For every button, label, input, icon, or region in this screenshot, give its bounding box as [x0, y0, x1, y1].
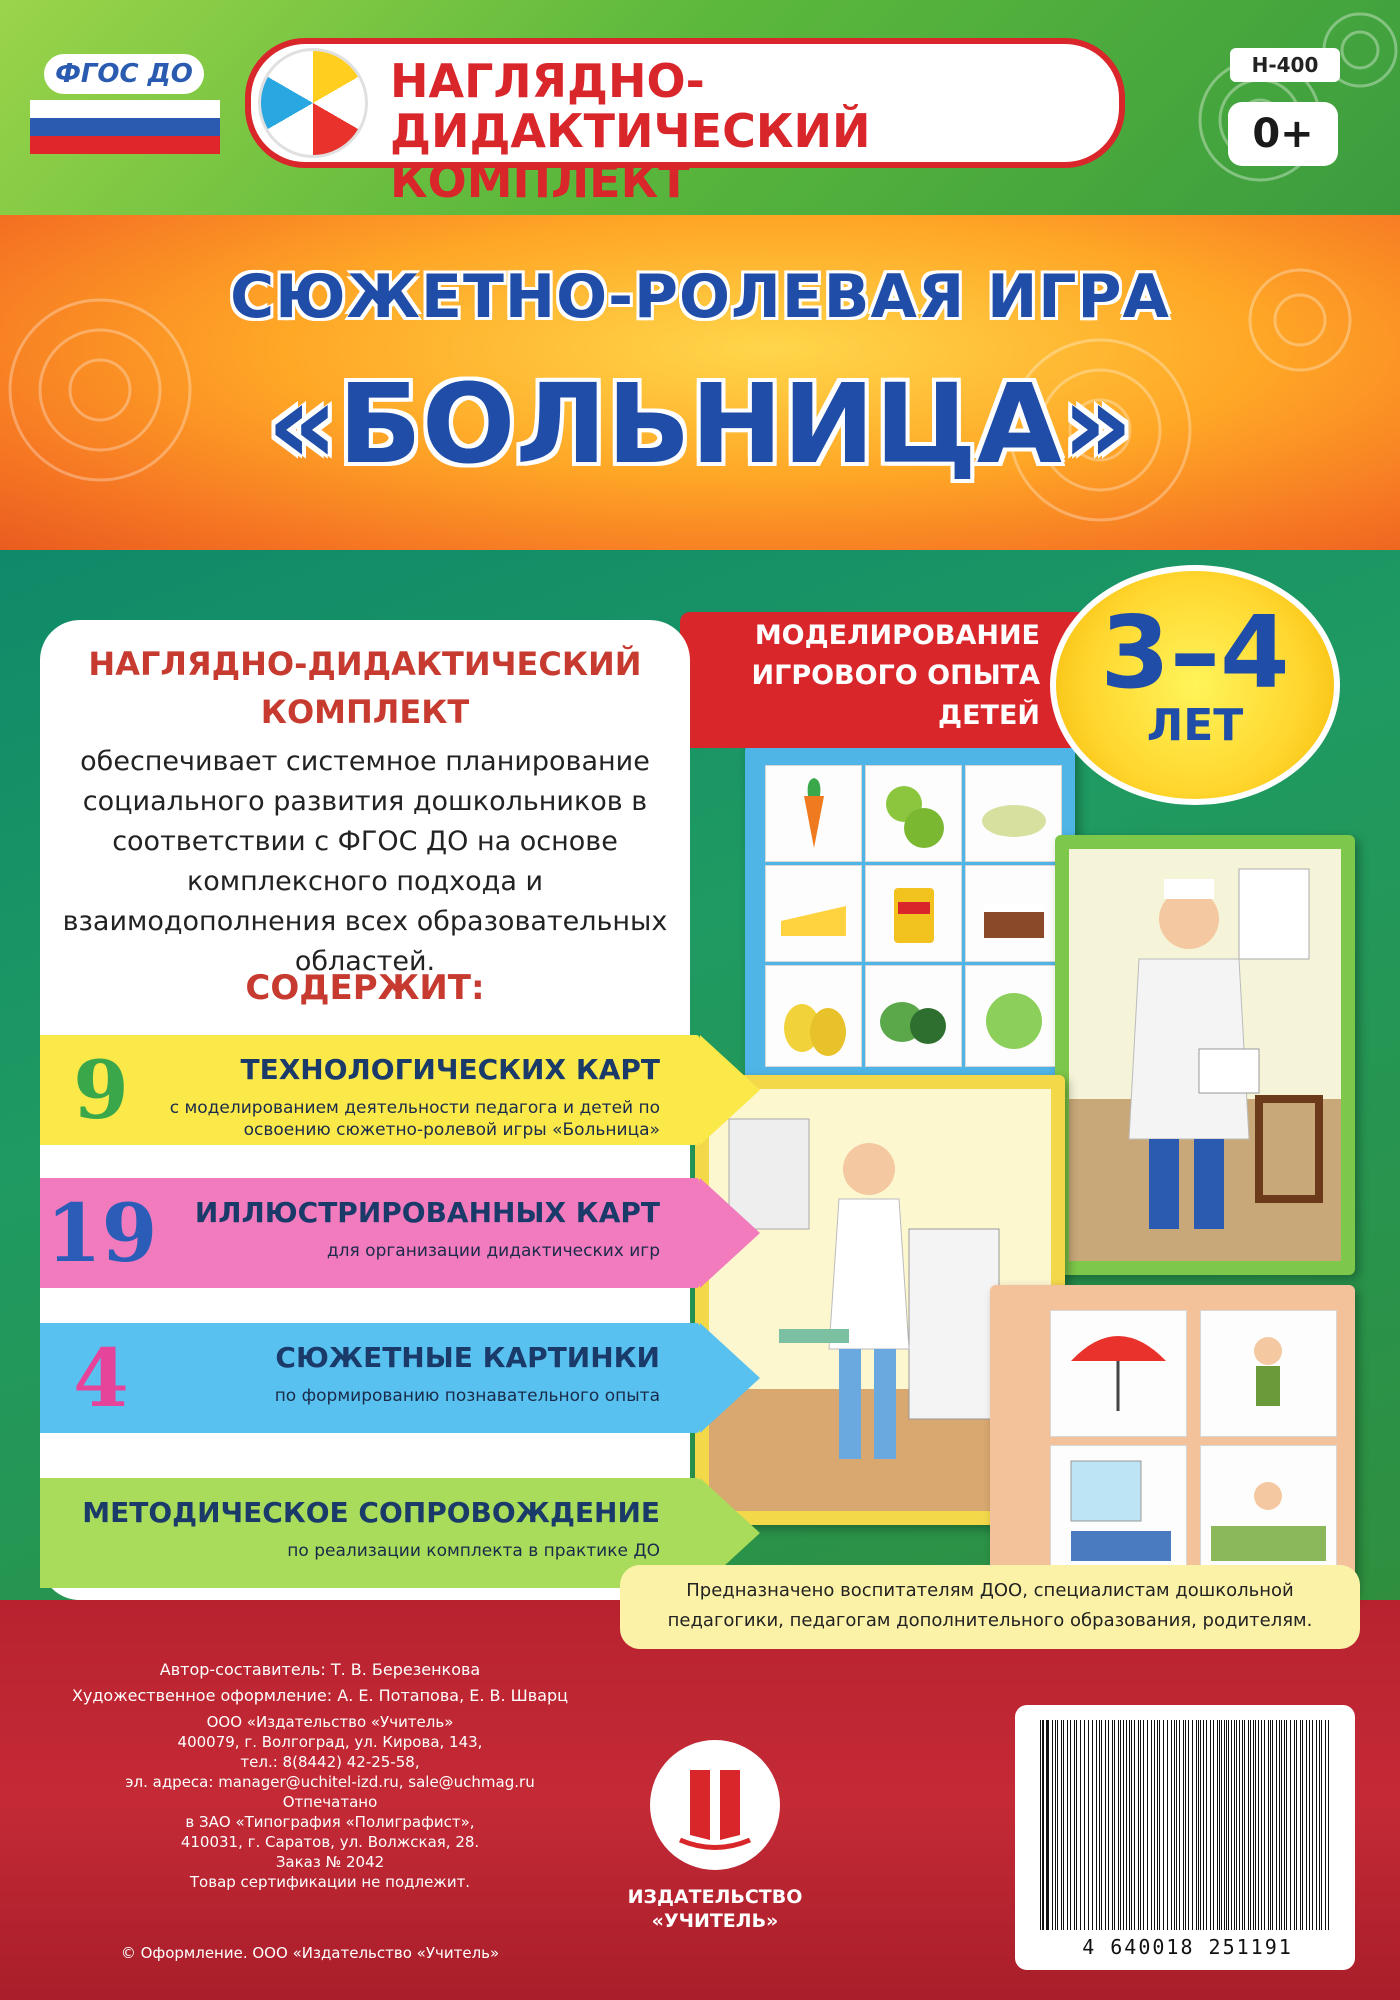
barcode-bar: [1306, 1720, 1307, 1930]
barcode-bar: [1270, 1720, 1271, 1930]
art-credit: Художественное оформление: А. Е. Потапова, Е. В. Шварц: [71, 1686, 569, 1705]
barcode-bar: [1258, 1720, 1259, 1930]
barcode-bar: [1302, 1720, 1303, 1930]
barcode-bar: [1242, 1720, 1243, 1930]
barcode-bar: [1296, 1720, 1297, 1930]
barcode-bar: [1129, 1720, 1130, 1930]
barcode-bar: [1276, 1720, 1277, 1930]
barcode-bar: [1217, 1720, 1218, 1930]
publisher-line: эл. адреса: manager@uchitel-izd.ru, sale@uchmag.ru: [125, 1773, 535, 1791]
barcode-bar: [1185, 1720, 1186, 1930]
publisher-name: ИЗДАТЕЛЬСТВО «УЧИТЕЛЬ»: [627, 1886, 803, 1932]
barcode-bar: [1112, 1720, 1113, 1930]
barcode-bar: [1281, 1720, 1282, 1930]
card-doctor: [1055, 835, 1355, 1275]
publisher-line: в ЗАО «Типография «Полиграфист»,: [185, 1813, 475, 1831]
publisher-line: ООО «Издательство «Учитель»: [206, 1713, 454, 1731]
barcode-bar: [1099, 1720, 1100, 1930]
barcode-bar: [1325, 1720, 1326, 1930]
item-subtitle: для организации дидактических игр: [326, 1241, 660, 1261]
barcode-bar: [1092, 1720, 1093, 1930]
ribbon-tip: [700, 1178, 760, 1288]
barcode-bar: [1239, 1720, 1240, 1930]
barcode-bar: [1203, 1720, 1204, 1930]
item-count: 4: [73, 1331, 129, 1425]
item-subtitle: по формированию познавательного опыта: [274, 1386, 660, 1406]
barcode-bar: [1174, 1720, 1175, 1930]
ribbon-tip: [700, 1323, 760, 1433]
barcode-bar: [1279, 1720, 1280, 1930]
flag-stripe-blue: [30, 118, 220, 136]
carrot-icon: [765, 765, 862, 862]
doctor-scene: [1069, 849, 1341, 1261]
publisher-line: 400079, г. Волгоград, ул. Кирова, 143,: [177, 1733, 483, 1751]
item-title: ТЕХНОЛОГИЧЕСКИХ КАРТ: [240, 1053, 660, 1086]
barcode-bar: [1192, 1720, 1193, 1930]
barcode-bar: [1316, 1720, 1317, 1930]
barcode-bar: [1084, 1720, 1085, 1930]
barcode-bar: [1120, 1720, 1121, 1930]
article-code: Н-400: [1230, 48, 1340, 82]
cake-icon: [965, 865, 1062, 962]
barcode-bar: [1196, 1720, 1197, 1930]
barcode-bar: [1248, 1720, 1249, 1930]
barcode-bars: [1040, 1720, 1335, 1930]
barcode-bar: [1163, 1720, 1164, 1930]
barcode-bar: [1206, 1720, 1207, 1930]
chips-icon: [865, 865, 962, 962]
barcode-bar: [1076, 1720, 1077, 1930]
barcode-bar: [1268, 1720, 1269, 1930]
barcode-bar: [1167, 1720, 1168, 1930]
barcode-bar: [1101, 1720, 1102, 1930]
window-scene: [1050, 1445, 1187, 1572]
audience-text: Предназначено воспитателям ДОО, специалистам дошкольной педагогики, педагогам дополнительного образования, родителям.: [667, 1580, 1313, 1631]
barcode-bar: [1171, 1720, 1172, 1930]
barcode-bar: [1151, 1720, 1152, 1930]
barcode-bar: [1143, 1720, 1144, 1930]
age-rating: 0+: [1228, 102, 1338, 166]
publisher-line: Отпечатано: [282, 1793, 378, 1811]
barcode-bar: [1123, 1720, 1124, 1930]
barcode-bar: [1131, 1720, 1132, 1930]
card-food: [745, 745, 1075, 1085]
barcode-bar: [1244, 1720, 1245, 1930]
barcode-bar: [1255, 1720, 1256, 1930]
barcode-bar: [1224, 1720, 1225, 1930]
barcode-bar: [1312, 1720, 1313, 1930]
publisher-line: 410031, г. Саратов, ул. Волжская, 28.: [180, 1833, 480, 1851]
barcode-bar: [1052, 1720, 1053, 1930]
pears-icon: [765, 965, 862, 1067]
barcode-bar: [1046, 1720, 1049, 1930]
barcode-bar: [1042, 1720, 1044, 1930]
barcode-bar: [1067, 1720, 1068, 1930]
barcode-bar: [1221, 1720, 1222, 1930]
item-subtitle: с моделированием деятельности педагога и детей по освоению сюжетно-ролевой игры «Больница»: [169, 1098, 660, 1140]
publisher-logo-icon: [650, 1740, 780, 1870]
barcode-digits: 4 640018 251191: [1082, 1935, 1293, 1959]
barcode-bar: [1261, 1720, 1262, 1930]
barcode-bar: [1210, 1720, 1211, 1930]
barcode-bar: [1219, 1720, 1220, 1930]
cabbage-icon: [965, 965, 1062, 1067]
barcode-bar: [1147, 1720, 1148, 1930]
barcode-bar: [1055, 1720, 1056, 1930]
item-title: СЮЖЕТНЫЕ КАРТИНКИ: [275, 1341, 660, 1374]
barcode-bar: [1154, 1720, 1155, 1930]
umbrella-scene: [1050, 1310, 1187, 1437]
barcode-bar: [1188, 1720, 1189, 1930]
garden-scene: [1200, 1445, 1337, 1572]
barcode-bar: [1138, 1720, 1139, 1930]
barcode-bar: [1286, 1720, 1287, 1930]
salad-icon: [965, 765, 1062, 862]
barcode-bar: [1118, 1720, 1119, 1930]
item-count: 19: [46, 1186, 158, 1280]
barcode-bar: [1321, 1720, 1322, 1930]
flag-stripe-red: [30, 136, 220, 154]
barcode-bar: [1234, 1720, 1235, 1930]
kit-title: НАГЛЯДНО-ДИДАКТИЧЕСКИЙ КОМПЛЕКТ: [390, 54, 871, 208]
barcode-bar: [1200, 1720, 1201, 1930]
barcode-bar: [1198, 1720, 1199, 1930]
barcode-bar: [1176, 1720, 1177, 1930]
barcode-bar: [1159, 1720, 1160, 1930]
credits: [40, 1657, 600, 1709]
item-subtitle: по реализации комплекта в практике ДО: [287, 1541, 660, 1561]
modeling-text: МОДЕЛИРОВАНИЕ ИГРОВОГО ОПЫТА ДЕТЕЙ: [751, 620, 1040, 731]
publisher-line: Заказ № 2042: [275, 1853, 385, 1871]
barcode-bar: [1108, 1720, 1109, 1930]
contains-label: СОДЕРЖИТ:: [245, 968, 485, 1008]
barcode-bar: [1134, 1720, 1135, 1930]
greens-icon: [865, 965, 962, 1067]
barcode-bar: [1250, 1720, 1251, 1930]
copyright: © Оформление. ООО «Издательство «Учитель»: [120, 1944, 500, 1962]
item-count: 9: [73, 1043, 129, 1137]
apples-icon: [865, 765, 962, 862]
child-scene: [1200, 1310, 1337, 1437]
barcode-bar: [1328, 1720, 1329, 1930]
game-title: «БОЛЬНИЦА»: [267, 360, 1133, 488]
barcode-bar: [1126, 1720, 1127, 1930]
age-range: 3–4: [1100, 594, 1290, 711]
item-title: ИЛЛЮСТРИРОВАННЫХ КАРТ: [194, 1196, 660, 1229]
barcode-bar: [1063, 1720, 1064, 1930]
barcode-bar: [1319, 1720, 1320, 1930]
cheese-icon: [765, 865, 862, 962]
barcode-bar: [1228, 1720, 1229, 1930]
barcode-bar: [1074, 1720, 1075, 1930]
ribbon-tip: [700, 1035, 760, 1145]
barcode-bar: [1096, 1720, 1097, 1930]
barcode-bar: [1140, 1720, 1141, 1930]
barcode-bar: [1290, 1720, 1291, 1930]
barcode-bar: [1300, 1720, 1301, 1930]
publisher-info: [100, 1712, 560, 1892]
barcode-bar: [1253, 1720, 1254, 1930]
barcode-bar: [1070, 1720, 1071, 1930]
info-heading: НАГЛЯДНО-ДИДАКТИЧЕСКИЙ КОМПЛЕКТ: [88, 645, 642, 731]
barcode-bar: [1105, 1720, 1106, 1930]
barcode-bar: [1213, 1720, 1214, 1930]
publisher-line: тел.: 8(8442) 42-25-58,: [240, 1753, 420, 1771]
beach-ball-icon: [258, 48, 368, 158]
barcode-bar: [1057, 1720, 1058, 1930]
barcode-bar: [1294, 1720, 1295, 1930]
age-unit: ЛЕТ: [1146, 700, 1244, 751]
barcode-bar: [1236, 1720, 1237, 1930]
barcode-bar: [1040, 1720, 1041, 1930]
publisher-line: Товар сертификации не подлежит.: [189, 1873, 471, 1891]
barcode-bar: [1264, 1720, 1265, 1930]
standard-badge: ФГОС ДО: [44, 54, 204, 94]
barcode-bar: [1179, 1720, 1180, 1930]
info-description: обеспечивает системное планирование социального развития дошкольников в соответствии с ФГОС ДО на основе комплексного подхода и взаимодополнения всех образовательных областей.: [62, 746, 668, 977]
barcode-bar: [1114, 1720, 1115, 1930]
game-type: СЮЖЕТНО-РОЛЕВАЯ ИГРА: [230, 262, 1170, 332]
barcode-bar: [1309, 1720, 1310, 1930]
barcode-bar: [1061, 1720, 1062, 1930]
author-credit: Автор-составитель: Т. В. Березенкова: [159, 1660, 481, 1679]
barcode-bar: [1183, 1720, 1184, 1930]
barcode-bar: [1284, 1720, 1285, 1930]
item-title: МЕТОДИЧЕСКОЕ СОПРОВОЖДЕНИЕ: [82, 1496, 660, 1529]
barcode-bar: [1231, 1720, 1232, 1930]
barcode-bar: [1272, 1720, 1273, 1930]
flag-stripe-white: [30, 100, 220, 118]
barcode-bar: [1088, 1720, 1089, 1930]
card-weather: [990, 1285, 1355, 1595]
barcode-bar: [1226, 1720, 1227, 1930]
barcode-bar: [1157, 1720, 1158, 1930]
barcode-bar: [1080, 1720, 1081, 1930]
